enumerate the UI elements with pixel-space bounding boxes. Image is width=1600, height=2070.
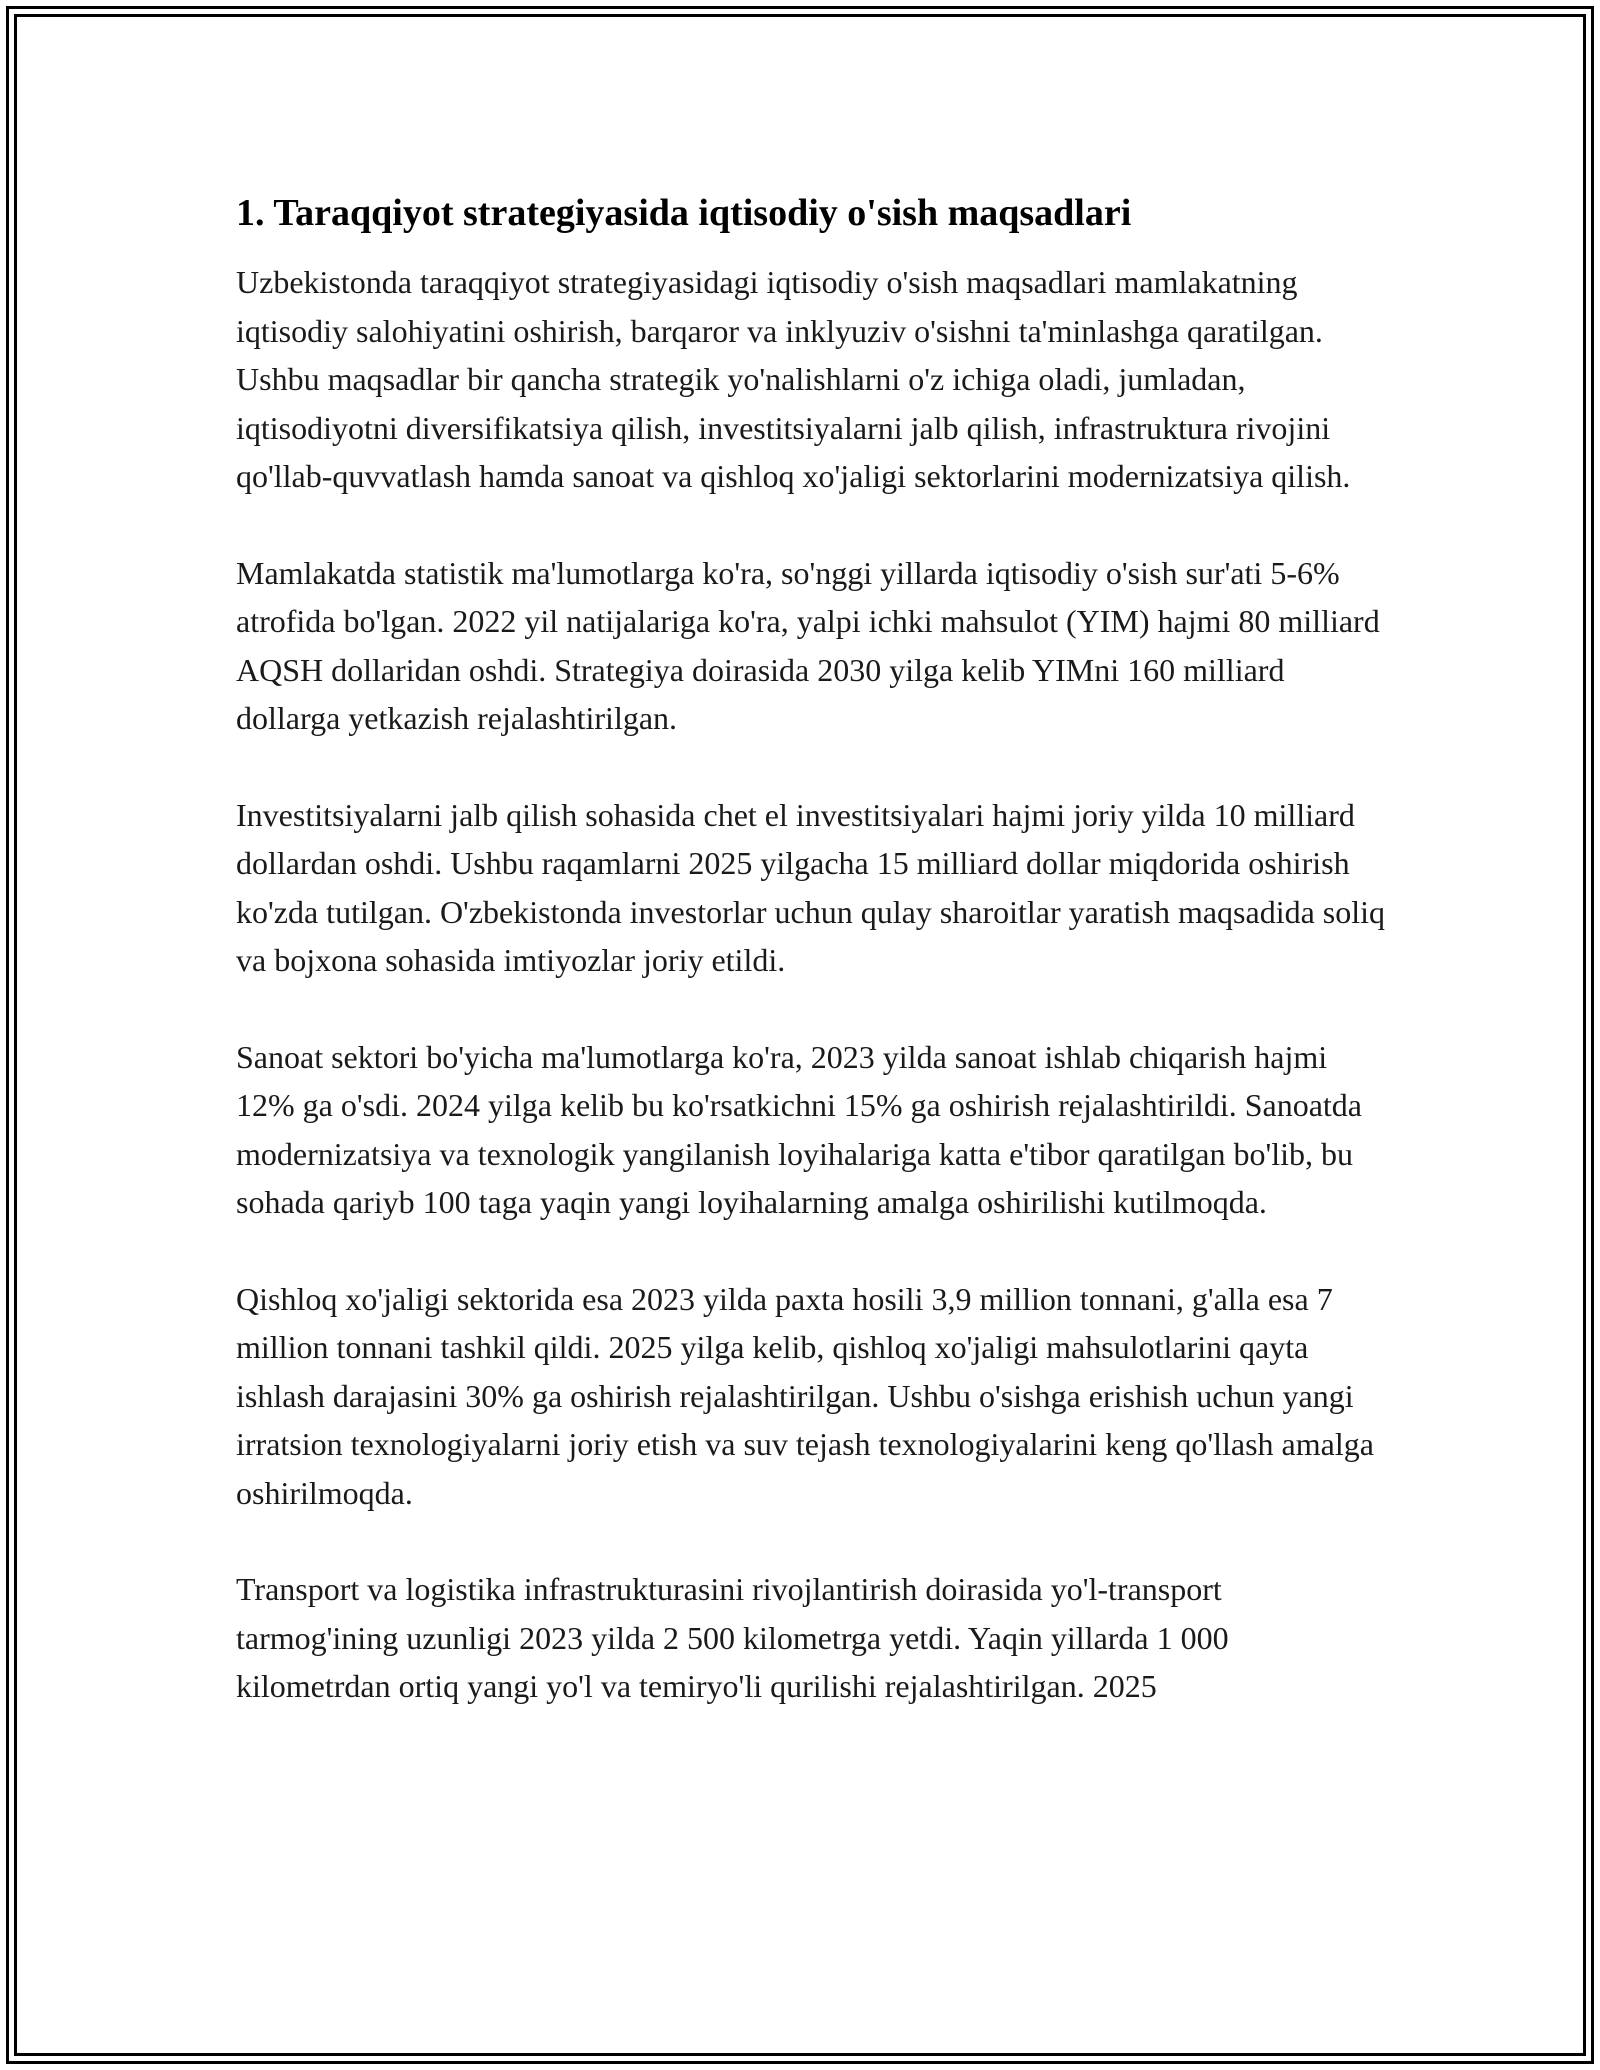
paragraph-growth-statistics: Mamlakatda statistik ma'lumotlarga ko'ra, so'nggi yillarda iqtisodiy o'sish sur'ati 5-6% atrofida bo'lgan. 2022 yil natijalariga ko'ra, yalpi ichki mahsulot (YIM) hajmi 80 milliard AQSH dollaridan oshdi. Strategiya doirasida 2030 yilga kelib YIMni 160 milliard dollarga yetkazish rejalashtirilgan.: [236, 554, 1380, 736]
paragraph-investments: Investitsiyalarni jalb qilish sohasida chet el investitsiyalari hajmi joriy yilda 10 milliard dollardan oshdi. Ushbu raqamlarni 2025 yilgacha 15 milliard dollar miqdorida oshirish ko'zda tutilgan. O'zbekistonda investorlar uchun qulay sharoitlar yaratish maqsadida soliq va bojxona sohasida imtiyozlar joriy etildi.: [236, 796, 1386, 978]
paragraph-intro: Uzbekistonda taraqqiyot strategiyasidagi iqtisodiy o'sish maqsadlari mamlakatning iqtisodiy salohiyatini oshirish, barqaror va inklyuziv o'sishni ta'minlashga qaratilgan. Ushbu maqsadlar bir qancha strategik yo'nalishlarni o'z ichiga oladi, jumladan, iqtisodiyotni diversifikatsiya qilish, investitsiyalarni jalb qilish, infrastruktura rivojini qo'llab-quvvatlash hamda sanoat va qishloq xo'jaligi sektorlarini modernizatsiya qilish.: [236, 264, 1351, 494]
paragraph-agriculture: Qishloq xo'jaligi sektorida esa 2023 yilda paxta hosili 3,9 million tonnani, g'alla esa 7 million tonnani tashkil qildi. 2025 yilga kelib, qishloq xo'jaligi mahsulotlarini qayta ishlash darajasini 30% ga oshirish rejalashtirilgan. Ushbu o'sishga erishish uchun yangi irratsion texnologiyalarni joriy etish va suv tejash texnologiyalarini keng qo'llash amalga oshirilmoqda.: [236, 1280, 1374, 1511]
section-heading: 1. Taraqqiyot strategiyasida iqtisodiy o'sish maqsadlari: [236, 192, 1132, 234]
document-body: [236, 186, 1386, 1759]
paragraph-transport: Transport va logistika infrastrukturasini rivojlantirish doirasida yo'l-transport tarmog'ining uzunligi 2023 yilda 2 500 kilometrga yetdi. Yaqin yillarda 1 000 kilometrdan ortiq yangi yo'l va temiryo'li qurilishi rejalashtirilgan. 2025: [236, 1571, 1229, 1704]
paragraph-industry: Sanoat sektori bo'yicha ma'lumotlarga ko'ra, 2023 yilda sanoat ishlab chiqarish hajmi 12% ga o'sdi. 2024 yilga kelib bu ko'rsatkichni 15% ga oshirish rejalashtirildi. Sanoatda modernizatsiya va texnologik yangilanish loyihalariga katta e'tibor qaratilgan bo'lib, bu sohada qariyb 100 taga yaqin yangi loyihalarning amalga oshirilishi kutilmoqda.: [236, 1038, 1362, 1220]
